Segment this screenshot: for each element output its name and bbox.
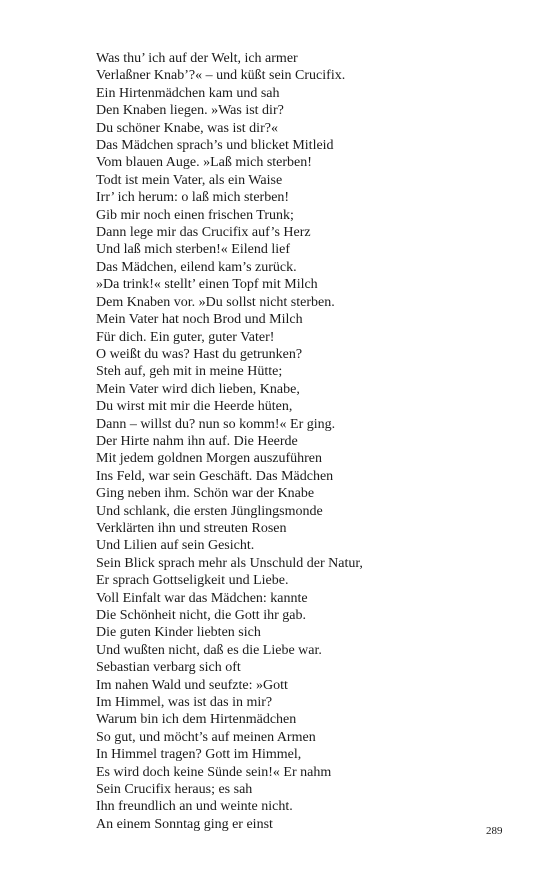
poem-line: Den Knaben liegen. »Was ist dir? bbox=[96, 103, 284, 119]
poem-line: Mein Vater wird dich lieben, Knabe, bbox=[96, 381, 300, 397]
poem-line: Sebastian verbarg sich oft bbox=[96, 660, 241, 676]
poem-line: Im nahen Wald und seufzte: »Gott bbox=[96, 677, 288, 693]
poem-line: Voll Einfalt war das Mädchen: kannte bbox=[96, 590, 308, 606]
poem-line: Ihn freundlich an und weinte nicht. bbox=[96, 799, 293, 815]
poem-line: Mit jedem goldnen Morgen auszuführen bbox=[96, 451, 323, 467]
poem-line: Das Mädchen, eilend kam’s zurück. bbox=[96, 259, 297, 275]
poem-line: Und laß mich sterben!« Eilend lief bbox=[96, 242, 290, 258]
poem-line: Ein Hirtenmädchen kam und sah bbox=[96, 85, 280, 101]
poem-line: Im Himmel, was ist das in mir? bbox=[96, 695, 273, 711]
poem-line: Die Schönheit nicht, die Gott ihr gab. bbox=[96, 608, 306, 623]
poem-line: Die guten Kinder liebten sich bbox=[96, 625, 261, 641]
poem-line: An einem Sonntag ging er einst bbox=[96, 816, 273, 832]
poem-line: Dann – willst du? nun so komm!« Er ging. bbox=[96, 416, 336, 432]
poem-line: Und schlank, die ersten Jünglingsmonde bbox=[96, 503, 323, 519]
poem-line: Dem Knaben vor. »Du sollst nicht sterben. bbox=[96, 294, 335, 310]
poem-line: Irr’ ich herum: o laß mich sterben! bbox=[96, 190, 290, 206]
poem-line: Mein Vater hat noch Brod und Milch bbox=[96, 312, 303, 328]
poem-line: Verlaßner Knab’?« – und küßt sein Crucifix. bbox=[96, 68, 346, 84]
poem-line: Todt ist mein Vater, als ein Waise bbox=[96, 172, 283, 188]
poem-line: »Da trink!« stellt’ einen Topf mit Milch bbox=[96, 277, 318, 293]
poem-line: Was thu’ ich auf der Welt, ich armer bbox=[96, 51, 298, 66]
poem-line: Und wußten nicht, daß es die Liebe war. bbox=[96, 642, 322, 658]
poem-line: Warum bin ich dem Hirtenmädchen bbox=[96, 712, 297, 728]
poem-line: Ins Feld, war sein Geschäft. Das Mädchen bbox=[96, 468, 334, 484]
poem-line: Dann lege mir das Crucifix auf’s Herz bbox=[96, 225, 311, 241]
poem-line: Für dich. Ein guter, guter Vater! bbox=[96, 329, 275, 345]
poem-line: Sein Crucifix heraus; es sah bbox=[96, 782, 253, 798]
poem-line: Sein Blick sprach mehr als Unschuld der Natur, bbox=[96, 555, 363, 571]
poem-line: Du schöner Knabe, was ist dir?« bbox=[96, 120, 278, 136]
poem-line: Der Hirte nahm ihn auf. Die Heerde bbox=[96, 433, 298, 449]
poem-line: Und Lilien auf sein Gesicht. bbox=[96, 538, 255, 554]
poem-line: Du wirst mit mir die Heerde hüten, bbox=[96, 399, 293, 415]
poem-text bbox=[96, 50, 516, 833]
poem-line: In Himmel tragen? Gott im Himmel, bbox=[96, 747, 302, 763]
page-number: 289 bbox=[486, 825, 503, 837]
poem-line: Vom blauen Auge. »Laß mich sterben! bbox=[96, 155, 312, 171]
poem-line: Es wird doch keine Sünde sein!« Er nahm bbox=[96, 764, 332, 780]
poem-line: Ging neben ihm. Schön war der Knabe bbox=[96, 486, 315, 502]
poem-line: Steh auf, geh mit in meine Hütte; bbox=[96, 364, 283, 380]
poem-line: Verklärten ihn und streuten Rosen bbox=[96, 520, 287, 536]
poem-line: Gib mir noch einen frischen Trunk; bbox=[96, 207, 294, 223]
poem-line: Er sprach Gottseligkeit und Liebe. bbox=[96, 573, 289, 589]
poem-line: So gut, und möcht’s auf meinen Armen bbox=[96, 729, 316, 745]
poem-line: O weißt du was? Hast du getrunken? bbox=[96, 346, 303, 362]
poem-line: Das Mädchen sprach’s und blicket Mitleid bbox=[96, 138, 334, 154]
